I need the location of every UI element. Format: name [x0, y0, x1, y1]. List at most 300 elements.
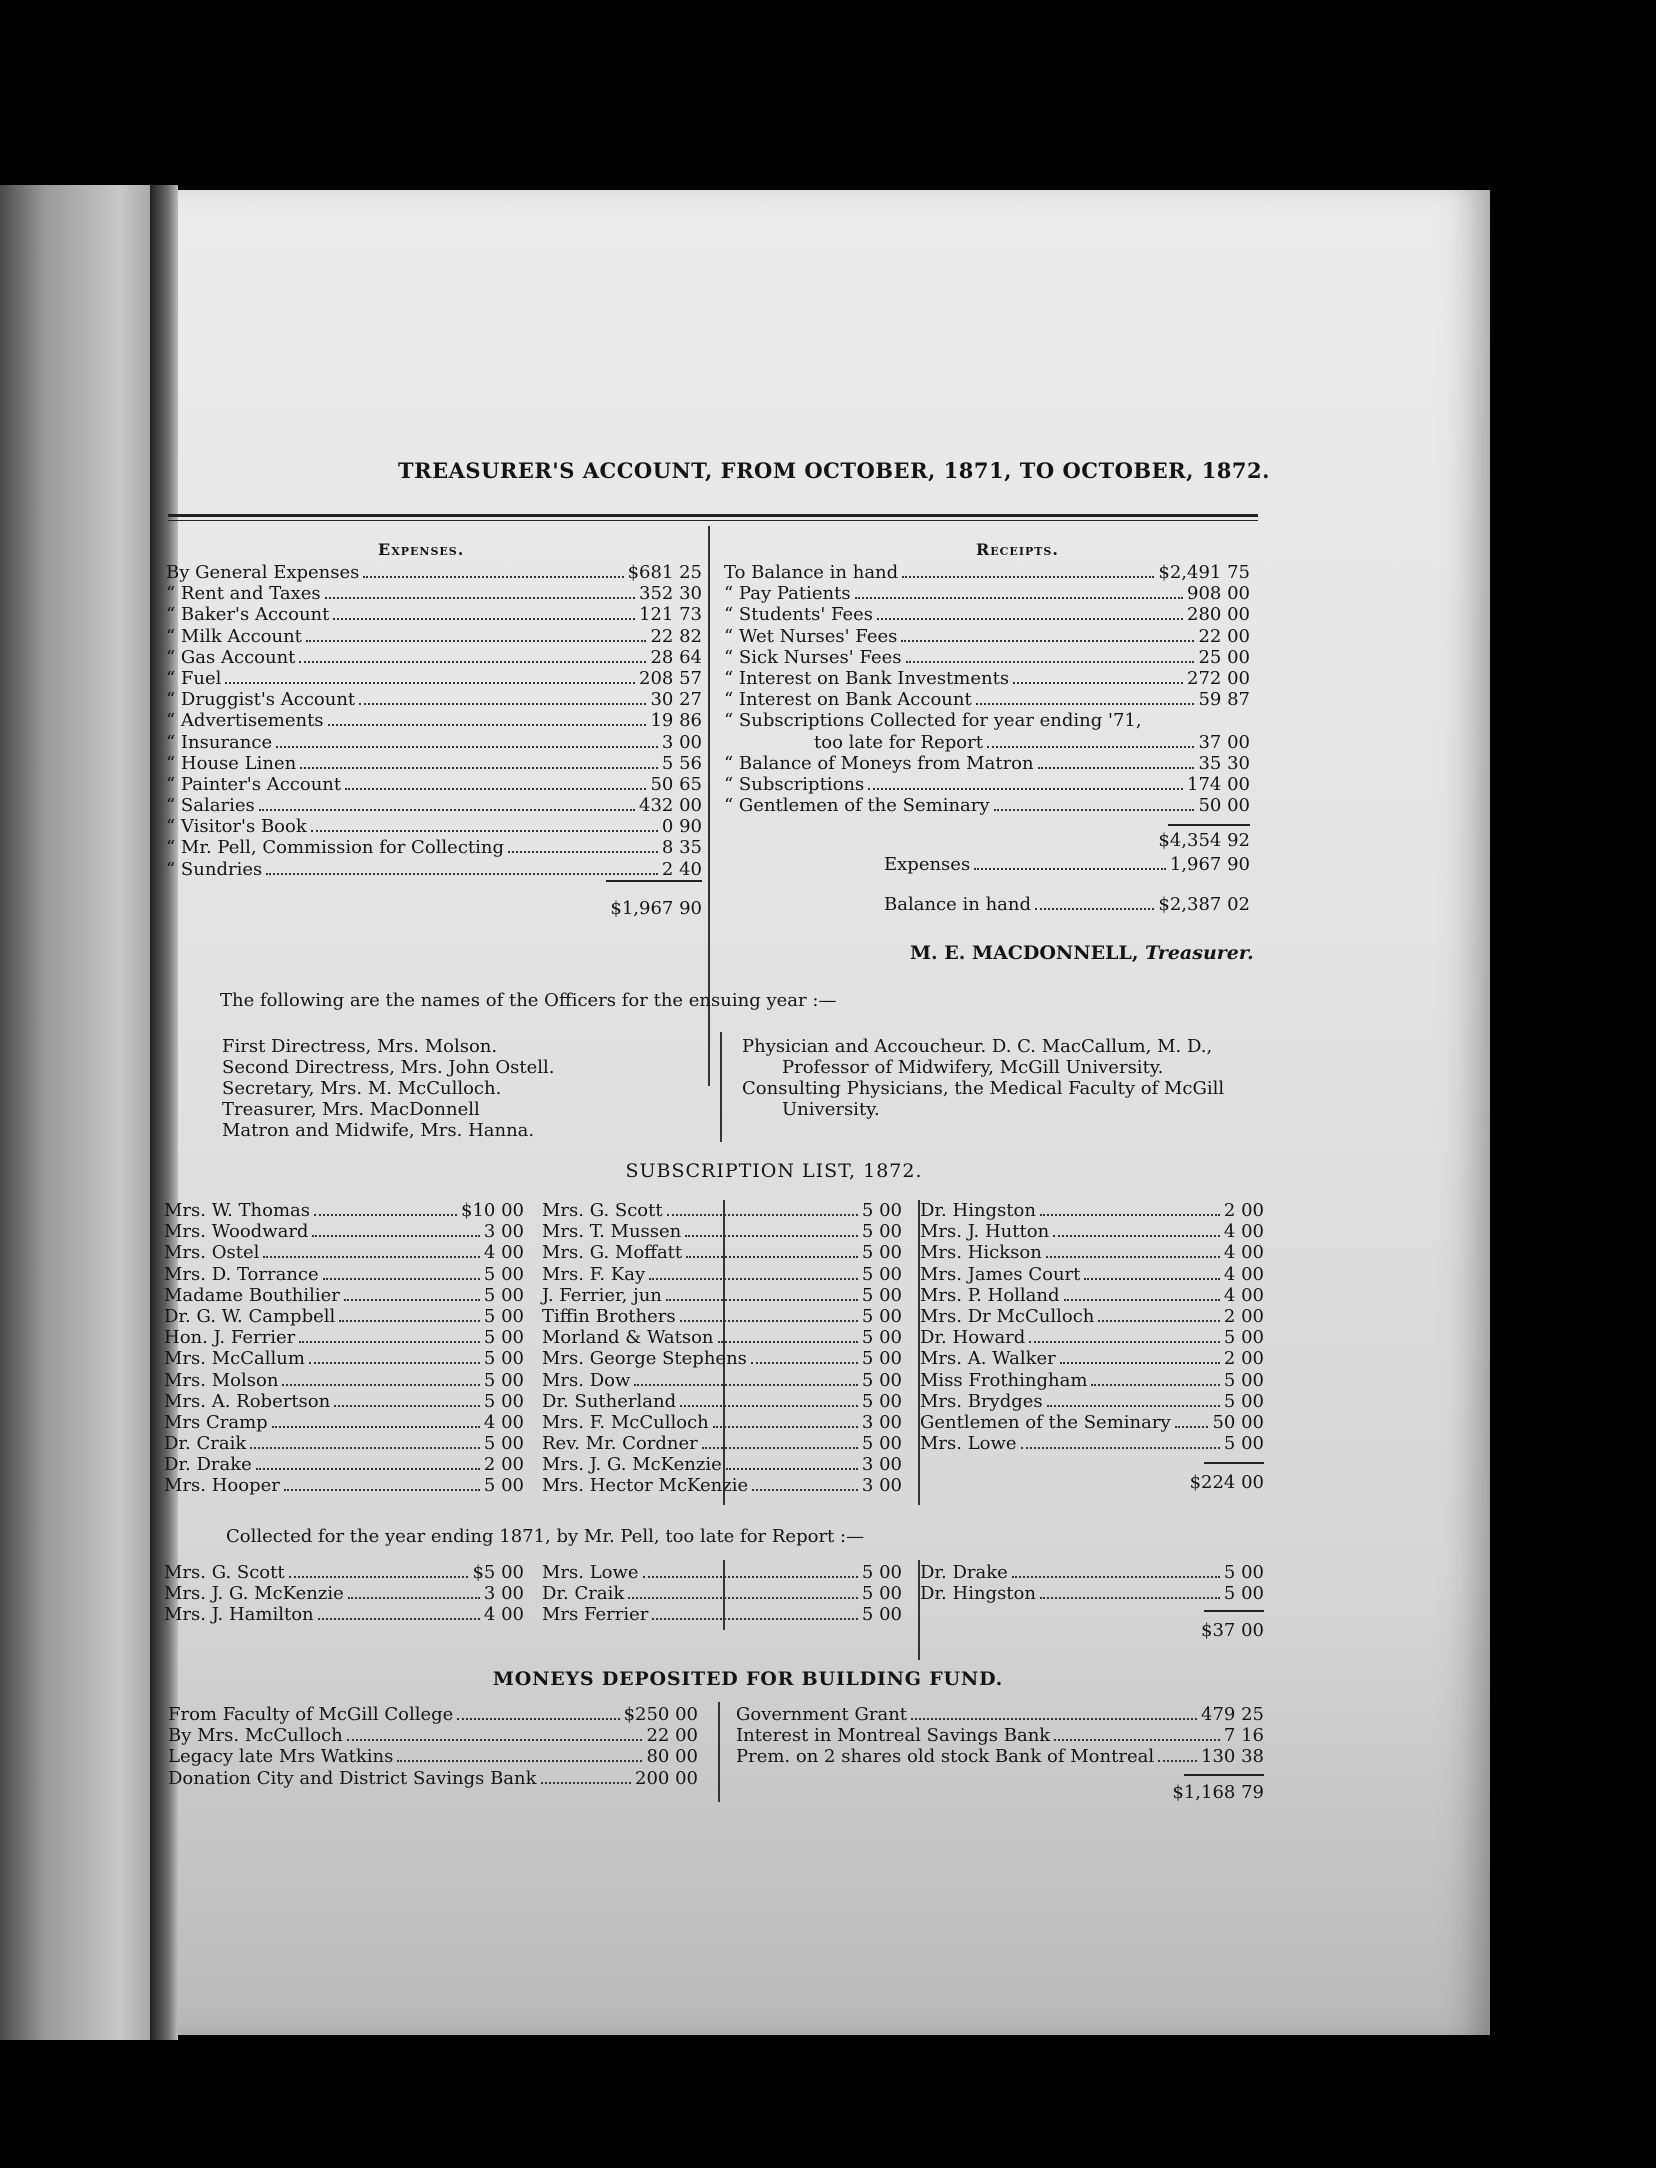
officer-line: University.	[782, 1099, 880, 1120]
dot-leader	[1053, 1235, 1220, 1237]
row-label: Mrs. A. Walker	[920, 1348, 1056, 1370]
row-label: Dr. G. W. Campbell	[164, 1305, 336, 1327]
balance-row	[884, 894, 1250, 915]
dot-leader	[868, 788, 1183, 790]
expenses-total-rule	[606, 880, 702, 882]
ledger-row	[542, 1454, 902, 1475]
ledger-row	[542, 1221, 902, 1242]
expenses-list	[166, 562, 702, 880]
row-amount: 208 57	[639, 667, 702, 689]
ledger-row	[166, 753, 702, 774]
row-label: “ Insurance	[166, 731, 273, 753]
row-amount: 2 00	[1223, 1200, 1264, 1221]
dot-leader	[1040, 1597, 1220, 1599]
row-label: Mrs. Hickson	[920, 1242, 1042, 1264]
row-label: “ Wet Nurses' Fees	[724, 625, 898, 647]
row-label: Dr. Craik	[542, 1583, 625, 1605]
row-amount: 5 00	[861, 1284, 902, 1306]
ledger-row	[166, 837, 702, 858]
row-amount: 5 00	[483, 1475, 524, 1497]
row-label: Mrs. P. Holland	[920, 1284, 1060, 1306]
subscription-total: $224 00	[1189, 1472, 1264, 1493]
row-amount: 5 00	[1223, 1390, 1264, 1412]
ledger-row	[724, 795, 1250, 816]
dot-leader	[508, 851, 658, 853]
dot-leader	[284, 1489, 480, 1491]
dot-leader	[299, 661, 646, 663]
treasurer-name: M. E. MACDONNELL,	[910, 942, 1139, 964]
ledger-row	[920, 1285, 1264, 1306]
row-amount: 2 40	[661, 858, 702, 880]
dot-leader	[276, 746, 658, 748]
officers-divider	[720, 1032, 722, 1142]
row-amount: 2 00	[1223, 1305, 1264, 1327]
ledger-row	[164, 1348, 524, 1369]
row-amount: 50 65	[650, 773, 702, 795]
row-label: “ Gentlemen of the Seminary	[724, 795, 990, 817]
row-label: Prem. on 2 shares old stock Bank of Montreal	[736, 1746, 1155, 1768]
row-amount: 5 00	[483, 1348, 524, 1370]
dot-leader	[289, 1576, 469, 1578]
ledger-row	[920, 1391, 1264, 1412]
row-amount: 22 00	[646, 1725, 698, 1747]
dot-leader	[652, 1618, 858, 1620]
row-amount: 5 00	[861, 1583, 902, 1605]
row-amount: 5 00	[1223, 1433, 1264, 1455]
ledger-row	[542, 1242, 902, 1263]
row-amount: 432 00	[639, 795, 702, 817]
ledger-row	[164, 1391, 524, 1412]
ledger-row	[724, 583, 1250, 604]
dot-leader	[702, 1447, 858, 1449]
ledger-row	[164, 1285, 524, 1306]
dot-leader	[643, 1576, 858, 1578]
row-amount: 59 87	[1198, 689, 1250, 711]
row-amount: 121 73	[639, 604, 702, 626]
receipts-subtotal: $4,354 92	[1158, 830, 1250, 851]
dot-leader	[348, 1597, 480, 1599]
row-label: By Mrs. McCulloch	[168, 1725, 343, 1747]
row-label: Dr. Howard	[920, 1327, 1026, 1349]
building-fund-right	[736, 1704, 1264, 1768]
row-amount: 352 30	[639, 583, 702, 605]
row-label: Mrs. G. Scott	[542, 1200, 663, 1221]
title-rule	[168, 514, 1258, 517]
row-amount: 280 00	[1187, 604, 1250, 626]
dot-leader	[1064, 1299, 1220, 1301]
officer-line: Second Directress, Mrs. John Ostell.	[222, 1057, 555, 1078]
row-label: Mrs. Lowe	[542, 1562, 639, 1583]
dot-leader	[347, 1739, 643, 1741]
collected-col-3	[920, 1562, 1264, 1604]
row-amount: 80 00	[646, 1746, 698, 1768]
row-amount: 5 00	[861, 1604, 902, 1626]
ledger-row	[542, 1475, 902, 1496]
ledger-row	[920, 1306, 1264, 1327]
row-amount: 5 00	[483, 1369, 524, 1391]
ledger-row	[542, 1306, 902, 1327]
dot-leader	[312, 1235, 479, 1237]
row-label: Mrs. George Stephens	[542, 1348, 747, 1370]
row-amount: 3 00	[861, 1454, 902, 1476]
ledger-row	[920, 1583, 1264, 1604]
row-amount: 5 00	[483, 1305, 524, 1327]
row-amount: 5 00	[861, 1305, 902, 1327]
row-label: Mrs. F. Kay	[542, 1263, 646, 1285]
ledger-row	[724, 626, 1250, 647]
title-rule-thin	[168, 520, 1258, 521]
row-label: Dr. Craik	[164, 1433, 247, 1455]
row-amount: 5 00	[861, 1263, 902, 1285]
dot-leader	[901, 640, 1194, 642]
dot-leader	[1060, 1362, 1220, 1364]
row-amount: 3 00	[861, 1475, 902, 1497]
row-label: Mrs. Molson	[164, 1369, 279, 1391]
balance-label: Balance in hand	[884, 894, 1032, 915]
row-label: Mrs. J. Hamilton	[164, 1604, 314, 1626]
building-fund-left	[168, 1704, 698, 1789]
row-label: Mrs. Lowe	[920, 1433, 1017, 1455]
row-label: Mrs Cramp	[164, 1411, 268, 1433]
dot-leader	[752, 1489, 858, 1491]
page-title: TREASURER'S ACCOUNT, FROM OCTOBER, 1871, TO OCTOBER, 1872.	[398, 458, 1270, 483]
subscription-col-2	[542, 1200, 902, 1497]
dot-leader	[902, 576, 1154, 578]
row-label: Miss Frothingham	[920, 1369, 1088, 1391]
row-label: “ Sundries	[166, 858, 263, 880]
row-amount: 4 00	[1223, 1221, 1264, 1243]
dot-leader	[877, 618, 1183, 620]
receipts-list	[724, 562, 1250, 816]
row-label: Madame Bouthilier	[164, 1284, 340, 1306]
row-amount: 25 00	[1198, 646, 1250, 668]
officer-line: Treasurer, Mrs. MacDonnell	[222, 1099, 480, 1120]
row-label: “ Milk Account	[166, 625, 302, 647]
row-label: By General Expenses	[166, 562, 360, 583]
row-amount: 5 00	[861, 1200, 902, 1221]
row-amount: 28 64	[650, 646, 702, 668]
ledger-row	[164, 1221, 524, 1242]
dot-leader	[718, 1341, 858, 1343]
row-label: Mrs. J. Hutton	[920, 1221, 1050, 1243]
row-amount: 35 30	[1198, 752, 1250, 774]
dot-leader	[994, 809, 1195, 811]
dot-leader	[359, 703, 646, 705]
ledger-row	[920, 1242, 1264, 1263]
row-amount: 4 00	[1223, 1284, 1264, 1306]
row-amount: 4 00	[1223, 1263, 1264, 1285]
expenses-total: $1,967 90	[610, 898, 702, 919]
row-label: “ Druggist's Account	[166, 689, 356, 711]
row-label: “ Subscriptions Collected for year ending '71,	[724, 710, 1142, 732]
officer-line: First Directress, Mrs. Molson.	[222, 1036, 498, 1057]
ledger-row	[542, 1604, 902, 1625]
dot-leader	[334, 1405, 480, 1407]
row-label: Rev. Mr. Cordner	[542, 1433, 698, 1455]
ledger-row	[166, 562, 702, 583]
ledger-row	[164, 1454, 524, 1475]
dot-leader	[363, 576, 623, 578]
ledger-row	[920, 1200, 1264, 1221]
officer-line: Matron and Midwife, Mrs. Hanna.	[222, 1120, 535, 1141]
ledger-row	[164, 1370, 524, 1391]
row-label: Mrs. Ostel	[164, 1242, 260, 1264]
receipts-heading: Receipts.	[976, 540, 1059, 559]
dot-leader	[726, 1468, 858, 1470]
row-amount: $2,491 75	[1158, 562, 1250, 583]
collected-col-1	[164, 1562, 524, 1626]
row-label: Mrs. Brydges	[920, 1390, 1043, 1412]
ledger-row	[166, 816, 702, 837]
ledger-row	[168, 1725, 698, 1746]
row-amount: $5 00	[472, 1562, 524, 1583]
ledger-row	[164, 1562, 524, 1583]
ledger-row	[724, 668, 1250, 689]
ledger-row	[164, 1327, 524, 1348]
ledger-row	[920, 1412, 1264, 1433]
row-amount: 3 00	[861, 1411, 902, 1433]
dot-leader	[906, 661, 1195, 663]
row-amount: 5 00	[483, 1263, 524, 1285]
row-label: Interest in Montreal Savings Bank	[736, 1725, 1051, 1747]
treasurer-signature	[910, 942, 1254, 964]
row-label: “ Sick Nurses' Fees	[724, 646, 902, 668]
ledger-row	[166, 689, 702, 710]
row-label: Mrs. Hector McKenzie	[542, 1475, 749, 1497]
ledger-row	[166, 795, 702, 816]
row-amount: 4 00	[483, 1604, 524, 1626]
ledger-row	[166, 732, 702, 753]
ledger-row	[542, 1583, 902, 1604]
dot-leader	[634, 1384, 858, 1386]
row-label: Hon. J. Ferrier	[164, 1327, 296, 1349]
row-amount: 22 82	[650, 625, 702, 647]
dot-leader	[309, 1362, 480, 1364]
ledger-row	[724, 732, 1250, 753]
dot-leader	[344, 1299, 480, 1301]
dot-leader	[1021, 1447, 1220, 1449]
row-label: Mrs. Dow	[542, 1369, 631, 1391]
ledger-row	[164, 1583, 524, 1604]
dot-leader	[1158, 1760, 1197, 1762]
row-amount: 5 00	[1223, 1327, 1264, 1349]
ledger-row	[724, 689, 1250, 710]
row-label: Mrs. J. G. McKenzie	[542, 1454, 722, 1476]
row-label: Mrs. G. Scott	[164, 1562, 285, 1583]
ledger-row	[164, 1264, 524, 1285]
dot-leader	[686, 1256, 858, 1258]
subscription-heading: SUBSCRIPTION LIST, 1872.	[625, 1160, 923, 1182]
dot-leader	[666, 1299, 858, 1301]
ledger-row	[164, 1604, 524, 1625]
row-amount: 5 00	[861, 1242, 902, 1264]
ledger-row	[542, 1285, 902, 1306]
collected-total-rule	[1204, 1610, 1264, 1612]
dot-leader	[680, 1405, 858, 1407]
ledger-row	[164, 1242, 524, 1263]
subscription-total-rule	[1204, 1462, 1264, 1464]
dot-leader	[685, 1235, 858, 1237]
ledger-row	[164, 1433, 524, 1454]
dot-leader	[541, 1782, 631, 1784]
receipts-expenses-row	[884, 854, 1250, 875]
ledger-row	[168, 1704, 698, 1725]
row-amount: 2 00	[483, 1454, 524, 1476]
dot-leader	[314, 1214, 457, 1216]
row-label: Tiffin Brothers	[542, 1305, 676, 1327]
ledger-row	[724, 753, 1250, 774]
row-amount: 37 00	[1198, 731, 1250, 753]
ledger-row	[164, 1200, 524, 1221]
ledger-row	[166, 710, 702, 731]
dot-leader	[1012, 1576, 1220, 1578]
ledger-row	[542, 1412, 902, 1433]
row-label: “ Balance of Moneys from Matron	[724, 752, 1034, 774]
dot-leader	[300, 767, 658, 769]
row-label: “ Students' Fees	[724, 604, 874, 626]
ledger-row	[166, 647, 702, 668]
row-label: Dr. Hingston	[920, 1200, 1036, 1221]
ledger-row	[166, 774, 702, 795]
receipts-subtotal-rule	[1168, 824, 1250, 826]
collected-total: $37 00	[1201, 1620, 1264, 1641]
row-label: “ Baker's Account	[166, 604, 330, 626]
dot-leader	[345, 788, 646, 790]
row-label: “ Subscriptions	[724, 773, 865, 795]
row-label: “ Interest on Bank Account	[724, 689, 972, 711]
row-amount: 5 00	[1223, 1583, 1264, 1605]
row-amount: 908 00	[1187, 583, 1250, 605]
row-label: Dr. Drake	[164, 1454, 252, 1476]
ledger-row	[724, 562, 1250, 583]
officer-line: Consulting Physicians, the Medical Faculty of McGill	[742, 1078, 1225, 1099]
officer-line: Physician and Accoucheur. D. C. MacCallum, M. D.,	[742, 1036, 1213, 1057]
row-label: Mrs. G. Moffatt	[542, 1242, 683, 1264]
row-label: “ Interest on Bank Investments	[724, 667, 1010, 689]
row-label: Mrs. J. G. McKenzie	[164, 1583, 344, 1605]
collected-col-2	[542, 1562, 902, 1626]
row-amount: 50 00	[1198, 795, 1250, 817]
row-label: “ Visitor's Book	[166, 816, 307, 838]
row-amount: 5 00	[861, 1562, 902, 1583]
row-label: Dr. Drake	[920, 1562, 1008, 1583]
row-amount: 5 00	[483, 1433, 524, 1455]
ledger-row	[166, 859, 702, 880]
row-amount: 5 00	[861, 1327, 902, 1349]
row-amount: 5 00	[861, 1348, 902, 1370]
row-amount: 0 90	[661, 816, 702, 838]
ledger-row	[724, 647, 1250, 668]
row-label: Mrs. F. McCulloch	[542, 1411, 709, 1433]
dot-leader	[457, 1718, 619, 1720]
ledger-row	[164, 1306, 524, 1327]
dot-leader	[299, 1341, 480, 1343]
dot-leader	[256, 1468, 480, 1470]
row-label: Mrs. Dr McCulloch	[920, 1305, 1095, 1327]
row-label: “ Pay Patients	[724, 583, 851, 605]
row-label: “ Gas Account	[166, 646, 296, 668]
row-label: Mrs. W. Thomas	[164, 1200, 310, 1221]
dot-leader	[225, 682, 635, 684]
dot-leader	[318, 1618, 480, 1620]
dot-leader	[987, 746, 1195, 748]
ledger-row	[166, 626, 702, 647]
dot-leader	[282, 1384, 480, 1386]
row-label: Morland & Watson	[542, 1327, 714, 1349]
dot-leader	[1013, 682, 1183, 684]
officers-right	[742, 1036, 1224, 1120]
ledger-row	[736, 1746, 1264, 1767]
row-label: “ House Linen	[166, 752, 297, 774]
ledger-row	[166, 583, 702, 604]
dot-leader	[1040, 1214, 1220, 1216]
row-amount: 5 00	[483, 1390, 524, 1412]
treasurer-title: Treasurer.	[1145, 942, 1254, 964]
dot-leader	[680, 1320, 858, 1322]
ledger-row	[168, 1746, 698, 1767]
row-amount: 7 16	[1223, 1725, 1264, 1747]
row-label: “ Salaries	[166, 795, 255, 817]
row-amount: $10 00	[461, 1200, 524, 1221]
row-amount: 5 56	[661, 752, 702, 774]
row-amount: 5 00	[861, 1390, 902, 1412]
officers-intro: The following are the names of the Officers for the ensuing year :—	[220, 990, 837, 1011]
ledger-row	[736, 1725, 1264, 1746]
ledger-row	[920, 1370, 1264, 1391]
dot-leader	[323, 1278, 480, 1280]
dot-leader	[339, 1320, 480, 1322]
dot-leader	[713, 1426, 858, 1428]
receipts-expenses-label: Expenses	[884, 854, 971, 875]
building-fund-total: $1,168 79	[1172, 1782, 1264, 1803]
row-amount: 5 00	[483, 1327, 524, 1349]
row-amount: 5 00	[1223, 1369, 1264, 1391]
dot-leader	[263, 1256, 480, 1258]
ledger-row	[166, 668, 702, 689]
dot-leader	[649, 1278, 858, 1280]
receipts-expenses-amount: 1,967 90	[1169, 854, 1250, 875]
subscription-col-3	[920, 1200, 1264, 1454]
row-label: Gentlemen of the Seminary	[920, 1411, 1171, 1433]
row-label: Government Grant	[736, 1704, 908, 1725]
ledger-row	[164, 1412, 524, 1433]
ledger-row	[542, 1348, 902, 1369]
row-label: Mrs. Hooper	[164, 1475, 280, 1497]
ledger-row	[920, 1562, 1264, 1583]
row-amount: $250 00	[623, 1704, 698, 1725]
row-amount: 2 00	[1223, 1348, 1264, 1370]
ledger-row	[542, 1391, 902, 1412]
ledger-row	[724, 604, 1250, 625]
row-label: Dr. Sutherland	[542, 1390, 677, 1412]
dot-leader	[628, 1597, 858, 1599]
row-label: Dr. Hingston	[920, 1583, 1036, 1605]
dot-leader	[333, 618, 635, 620]
row-label: Mrs. T. Mussen	[542, 1221, 682, 1243]
row-amount: 22 00	[1198, 625, 1250, 647]
dot-leader	[397, 1760, 642, 1762]
row-amount: 272 00	[1187, 667, 1250, 689]
row-amount: 200 00	[635, 1767, 698, 1789]
row-amount: 19 86	[650, 710, 702, 732]
row-label: From Faculty of McGill College	[168, 1704, 454, 1725]
row-amount: 5 00	[861, 1433, 902, 1455]
facing-page-edge	[0, 185, 150, 2040]
dot-leader	[325, 597, 635, 599]
ledger-row	[542, 1200, 902, 1221]
ledger-row	[164, 1475, 524, 1496]
ledger-row	[166, 604, 702, 625]
